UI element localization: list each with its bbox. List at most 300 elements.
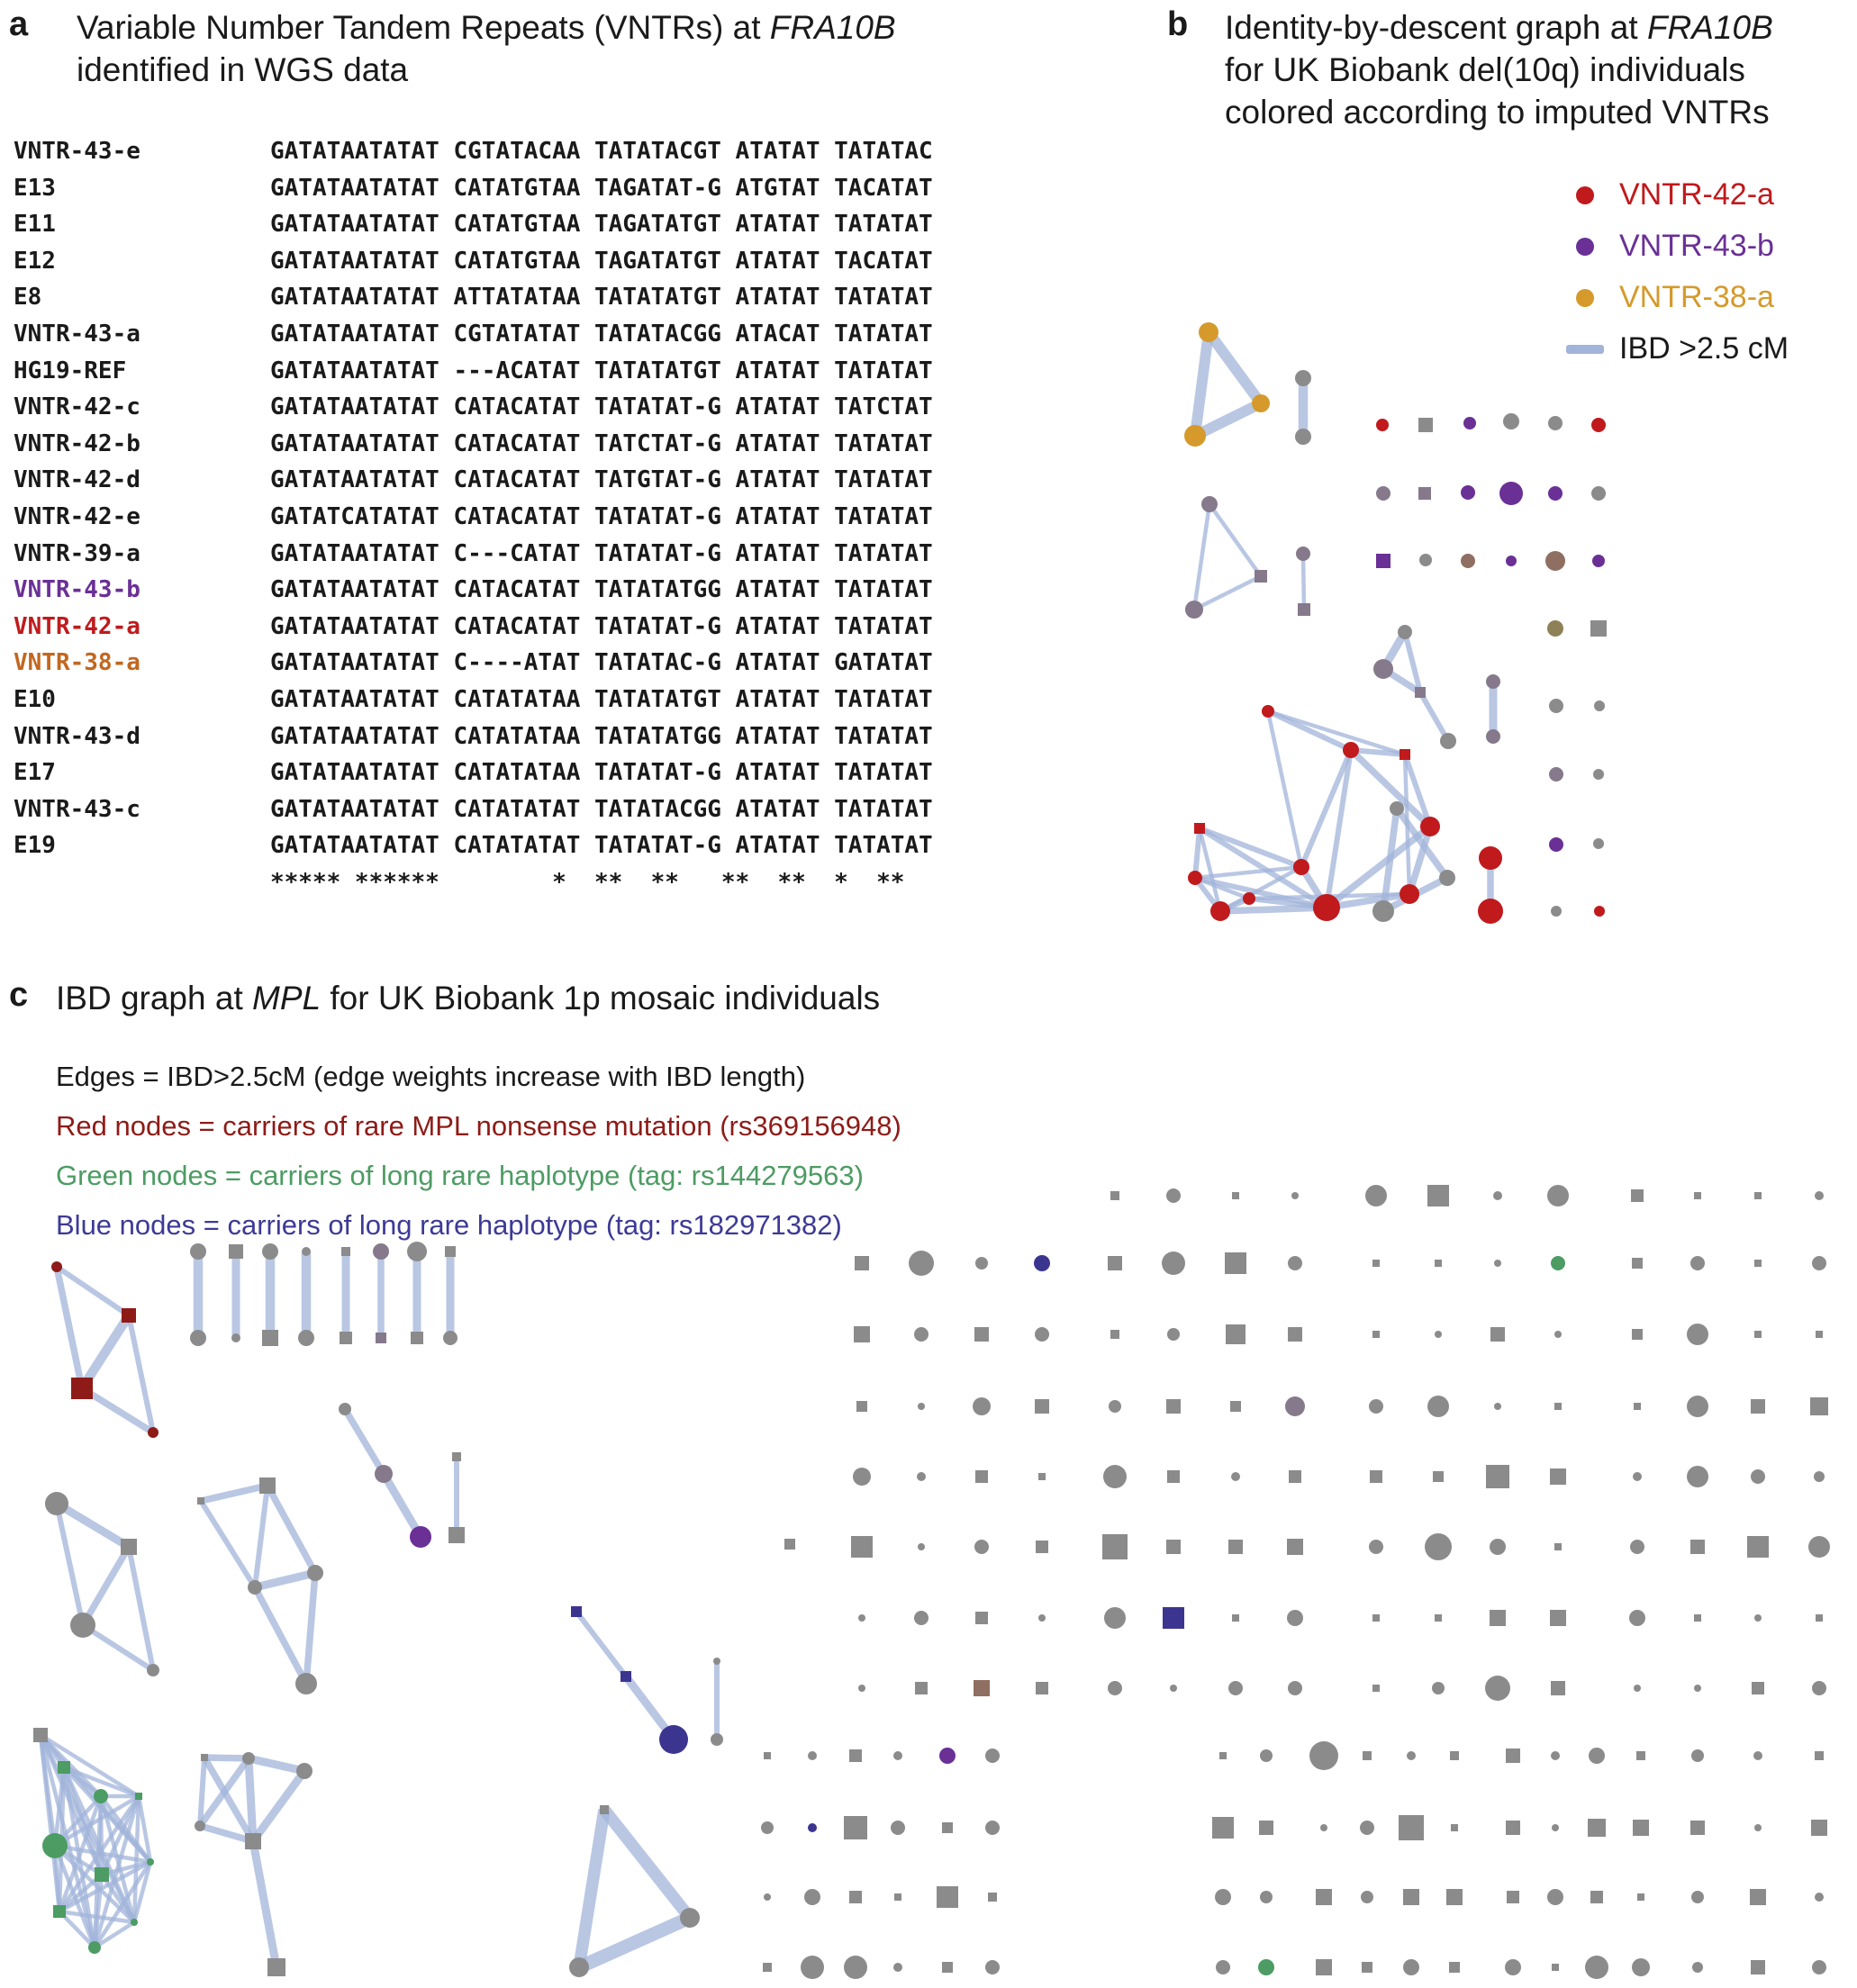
graph-node bbox=[1102, 1534, 1128, 1559]
graph-node bbox=[1243, 892, 1255, 905]
graph-node bbox=[804, 1889, 820, 1905]
graph-node bbox=[1258, 1959, 1274, 1975]
graph-node bbox=[1506, 556, 1517, 566]
sequence-text: GATATAATATAT CATACATAT TATATAT-G ATATAT TATCTAT bbox=[270, 393, 933, 421]
graph-node bbox=[1690, 1821, 1705, 1835]
legend-label: VNTR-43-b bbox=[1619, 229, 1774, 263]
graph-node bbox=[1594, 700, 1605, 711]
graph-node bbox=[190, 1243, 206, 1260]
graph-node bbox=[1493, 1191, 1502, 1200]
graph-node bbox=[1551, 1751, 1560, 1760]
graph-node bbox=[1754, 1260, 1762, 1267]
sequence-text: GATATAATATAT CATATATAA TATATATGT ATATAT TATATAT bbox=[270, 685, 933, 713]
graph-node bbox=[973, 1397, 991, 1415]
graph-node bbox=[1376, 419, 1389, 431]
graph-node bbox=[58, 1761, 70, 1774]
consensus-asterisks: ***** ****** * ** ** ** ** * ** bbox=[270, 868, 919, 896]
graph-node bbox=[1435, 1331, 1442, 1338]
graph-node bbox=[51, 1261, 62, 1272]
panel-a-letter: a bbox=[9, 5, 29, 43]
graph-node bbox=[1585, 1956, 1608, 1979]
graph-node bbox=[1104, 1607, 1126, 1629]
graph-node bbox=[1108, 1256, 1122, 1270]
sequence-alignment bbox=[14, 133, 933, 900]
graph-node bbox=[1320, 1824, 1327, 1831]
sequence-text: GATATAATATAT CATATATAA TATATAT-G ATATAT TATATAT bbox=[270, 759, 933, 787]
graph-node bbox=[33, 1728, 48, 1742]
alignment-row bbox=[14, 243, 933, 280]
graph-node bbox=[339, 1403, 351, 1415]
graph-node bbox=[1486, 729, 1500, 744]
graph-node bbox=[1550, 1610, 1566, 1626]
graph-node bbox=[1403, 1959, 1419, 1975]
graph-node bbox=[1590, 620, 1607, 637]
graph-node bbox=[1407, 1751, 1416, 1760]
graph-node bbox=[1262, 705, 1274, 718]
graph-node bbox=[915, 1682, 928, 1694]
graph-edge bbox=[1268, 711, 1405, 755]
graph-node bbox=[1372, 1260, 1380, 1267]
sequence-label: VNTR-43-d bbox=[14, 722, 140, 750]
graph-node bbox=[452, 1452, 461, 1461]
sequence-label: VNTR-43-c bbox=[14, 795, 140, 823]
graph-node bbox=[1184, 425, 1206, 447]
graph-node bbox=[894, 1893, 901, 1901]
graph-node bbox=[1210, 901, 1230, 921]
graph-node bbox=[53, 1905, 66, 1918]
graph-node bbox=[918, 1543, 925, 1550]
graph-node bbox=[937, 1886, 958, 1908]
panel-b-graph bbox=[1162, 297, 1857, 945]
graph-node bbox=[1506, 1749, 1520, 1763]
graph-node bbox=[1435, 1614, 1442, 1622]
graph-node bbox=[1485, 1676, 1510, 1701]
graph-node bbox=[1687, 1324, 1708, 1345]
graph-node bbox=[411, 1332, 423, 1344]
graph-node bbox=[1687, 1396, 1708, 1417]
graph-node bbox=[1034, 1255, 1050, 1271]
graph-node bbox=[1291, 1192, 1299, 1199]
legend-line: Edges = IBD>2.5cM (edge weights increase with IBD length) bbox=[56, 1061, 806, 1092]
graph-node bbox=[856, 1401, 867, 1412]
graph-edge bbox=[1303, 554, 1304, 610]
graph-edge bbox=[249, 1758, 304, 1771]
graph-node bbox=[1372, 1614, 1380, 1622]
legend-line: Blue nodes = carriers of long rare haplotype (tag: rs182971382) bbox=[56, 1209, 842, 1241]
graph-node bbox=[1287, 1610, 1303, 1626]
graph-node bbox=[443, 1331, 457, 1345]
graph-node bbox=[1427, 1185, 1449, 1206]
graph-node bbox=[1228, 1540, 1243, 1554]
graph-node bbox=[340, 1332, 352, 1344]
sequence-label: VNTR-42-a bbox=[14, 612, 140, 640]
panel-c-title-post: for UK Biobank 1p mosaic individuals bbox=[321, 980, 881, 1017]
panel-a-title bbox=[77, 7, 959, 92]
graph-node bbox=[1361, 1891, 1373, 1903]
graph-node bbox=[1427, 1396, 1449, 1417]
graph-node bbox=[1629, 1610, 1645, 1626]
graph-edge bbox=[306, 1573, 315, 1684]
graph-node bbox=[1216, 1960, 1230, 1974]
graph-node bbox=[1751, 1469, 1765, 1484]
graph-node bbox=[1547, 1889, 1563, 1905]
graph-node bbox=[1633, 1472, 1642, 1481]
graph-node bbox=[974, 1680, 990, 1696]
panel-c-letter: c bbox=[9, 976, 29, 1014]
graph-node bbox=[1551, 1681, 1565, 1695]
graph-node bbox=[808, 1751, 817, 1760]
graph-node bbox=[1419, 554, 1432, 566]
legend-item bbox=[1558, 169, 1855, 221]
graph-node bbox=[302, 1247, 311, 1256]
graph-edge bbox=[255, 1573, 315, 1587]
graph-node bbox=[1372, 900, 1394, 922]
graph-edge bbox=[82, 1315, 129, 1388]
graph-node bbox=[1589, 1748, 1605, 1764]
graph-node bbox=[1420, 817, 1440, 836]
graph-node bbox=[784, 1539, 795, 1550]
graph-node bbox=[1316, 1889, 1332, 1905]
graph-node bbox=[1632, 1958, 1650, 1976]
graph-node bbox=[917, 1472, 926, 1481]
legend-label: VNTR-42-a bbox=[1619, 177, 1774, 212]
graph-node bbox=[195, 1821, 205, 1831]
graph-node bbox=[942, 1962, 953, 1973]
graph-edge bbox=[249, 1758, 253, 1841]
graph-node bbox=[1549, 767, 1563, 782]
graph-node bbox=[1313, 894, 1340, 921]
graph-node bbox=[1360, 1821, 1374, 1835]
graph-node bbox=[1549, 837, 1563, 852]
graph-node bbox=[1226, 1324, 1246, 1344]
graph-node bbox=[1554, 1403, 1562, 1410]
graph-node bbox=[1490, 1539, 1506, 1555]
alignment-row bbox=[14, 133, 933, 170]
alignment-row bbox=[14, 682, 933, 718]
graph-edge bbox=[253, 1771, 304, 1841]
graph-node bbox=[1754, 1614, 1762, 1622]
graph-node bbox=[1591, 486, 1606, 501]
graph-node bbox=[939, 1748, 956, 1764]
graph-node bbox=[1634, 1685, 1641, 1692]
sequence-text: GATATAATATAT C---CATAT TATATAT-G ATATAT TATATAT bbox=[270, 539, 933, 567]
graph-edge bbox=[579, 1918, 690, 1967]
graph-node bbox=[1588, 1819, 1606, 1837]
graph-node bbox=[1288, 1681, 1302, 1695]
graph-node bbox=[1551, 906, 1562, 917]
sequence-label: VNTR-42-b bbox=[14, 429, 140, 457]
graph-node bbox=[1450, 1751, 1459, 1760]
graph-node bbox=[1694, 1192, 1701, 1199]
graph-node bbox=[1228, 1681, 1243, 1695]
graph-node bbox=[94, 1789, 108, 1803]
panel-b-title-line3: colored according to imputed VNTRs bbox=[1225, 93, 1770, 131]
sequence-text: GATATAATATAT CATATGTAA TAGATATGT ATATAT TACATAT bbox=[270, 247, 933, 275]
graph-node bbox=[1194, 823, 1205, 834]
graph-node bbox=[621, 1671, 631, 1682]
graph-node bbox=[1403, 1889, 1419, 1905]
graph-node bbox=[1287, 1539, 1303, 1555]
graph-node bbox=[1418, 487, 1431, 500]
graph-edge bbox=[255, 1486, 267, 1587]
graph-node bbox=[1285, 1396, 1305, 1416]
graph-node bbox=[295, 1673, 317, 1694]
graph-node bbox=[1634, 1403, 1641, 1410]
graph-node bbox=[341, 1247, 350, 1256]
panel-b-title-text: Identity-by-descent graph at bbox=[1225, 9, 1647, 46]
graph-node bbox=[1219, 1752, 1227, 1759]
graph-node bbox=[1637, 1893, 1644, 1901]
graph-node bbox=[985, 1821, 1000, 1835]
graph-node bbox=[844, 1956, 867, 1979]
sequence-text: GATATAATATAT CATACATAT TATATAT-G ATATAT TATATAT bbox=[270, 612, 933, 640]
graph-edge bbox=[83, 1547, 129, 1625]
graph-node bbox=[1435, 1260, 1442, 1267]
alignment-row bbox=[14, 536, 933, 573]
sequence-text: GATATAATATAT CATACATAT TATGTAT-G ATATAT TATATAT bbox=[270, 466, 933, 494]
graph-node bbox=[1547, 1185, 1569, 1206]
panel-c-title bbox=[56, 978, 1317, 1020]
sequence-text: GATATAATATAT CATACATAT TATCTAT-G ATATAT TATATAT bbox=[270, 429, 933, 457]
graph-node bbox=[1038, 1473, 1046, 1480]
graph-node bbox=[761, 1821, 774, 1834]
graph-node bbox=[858, 1614, 865, 1622]
graph-node bbox=[1259, 1821, 1273, 1835]
graph-node bbox=[1549, 699, 1563, 713]
graph-node bbox=[95, 1867, 109, 1882]
graph-node bbox=[855, 1256, 869, 1270]
graph-node bbox=[1815, 1893, 1824, 1902]
graph-node bbox=[71, 1378, 93, 1399]
graph-node bbox=[1440, 733, 1456, 749]
graph-node bbox=[190, 1330, 206, 1346]
graph-node bbox=[1554, 1331, 1562, 1338]
graph-node bbox=[1550, 1468, 1566, 1485]
graph-node bbox=[1499, 482, 1523, 505]
graph-node bbox=[1816, 1331, 1823, 1338]
graph-node bbox=[1815, 1191, 1824, 1200]
graph-node bbox=[448, 1527, 465, 1543]
graph-node bbox=[1632, 1329, 1643, 1340]
sequence-text: GATATAATATAT CATACATAT TATATATGG ATATAT TATATAT bbox=[270, 576, 933, 604]
graph-edge bbox=[129, 1315, 153, 1432]
graph-node bbox=[1369, 1399, 1383, 1414]
graph-node bbox=[1390, 801, 1404, 816]
panel-b-title-gene: FRA10B bbox=[1646, 9, 1773, 46]
graph-node bbox=[1185, 601, 1203, 619]
sequence-label: E12 bbox=[14, 247, 56, 275]
graph-node bbox=[1503, 413, 1519, 429]
sequence-label: VNTR-42-c bbox=[14, 393, 140, 421]
graph-node bbox=[1316, 1959, 1332, 1975]
graph-node bbox=[373, 1243, 389, 1260]
graph-node bbox=[1691, 1891, 1704, 1903]
graph-node bbox=[242, 1752, 255, 1765]
graph-node bbox=[1479, 846, 1502, 870]
graph-node bbox=[131, 1919, 138, 1926]
graph-node bbox=[914, 1611, 928, 1625]
legend-label: VNTR-38-a bbox=[1619, 280, 1774, 314]
alignment-row bbox=[14, 755, 933, 791]
panel-b-title bbox=[1225, 7, 1846, 134]
sequence-text: GATATAATATAT CGTATATAT TATATACGG ATACAT TATATAT bbox=[270, 320, 933, 348]
graph-node bbox=[680, 1908, 700, 1928]
graph-node bbox=[1486, 1465, 1509, 1488]
alignment-row bbox=[14, 791, 933, 828]
graph-node bbox=[1110, 1330, 1119, 1339]
graph-node bbox=[1343, 742, 1359, 758]
graph-node bbox=[985, 1749, 1000, 1763]
graph-node bbox=[245, 1833, 261, 1849]
graph-node bbox=[1225, 1252, 1246, 1274]
alignment-row bbox=[14, 316, 933, 353]
sequence-label: VNTR-42-d bbox=[14, 466, 140, 494]
graph-node bbox=[148, 1427, 159, 1438]
graph-node bbox=[1373, 659, 1393, 679]
graph-node bbox=[1747, 1536, 1769, 1558]
graph-node bbox=[1810, 1397, 1828, 1415]
graph-node bbox=[1103, 1465, 1127, 1488]
graph-node bbox=[197, 1497, 204, 1505]
graph-node bbox=[1252, 394, 1270, 412]
graph-node bbox=[1754, 1192, 1762, 1199]
consensus-row bbox=[14, 864, 933, 901]
graph-node bbox=[1109, 1400, 1121, 1413]
graph-edge bbox=[1195, 828, 1200, 878]
graph-node bbox=[1593, 838, 1604, 849]
graph-node bbox=[298, 1330, 314, 1346]
graph-node bbox=[844, 1816, 867, 1839]
graph-node bbox=[1505, 1959, 1521, 1975]
panel-a-title-line2: identified in WGS data bbox=[77, 50, 409, 88]
graph-node bbox=[975, 1470, 988, 1483]
graph-node bbox=[1309, 1741, 1338, 1770]
graph-node bbox=[1691, 1749, 1704, 1762]
graph-node bbox=[808, 1823, 817, 1832]
graph-node bbox=[1188, 871, 1202, 885]
graph-node bbox=[407, 1242, 427, 1261]
graph-node bbox=[1432, 1682, 1445, 1694]
graph-node bbox=[711, 1733, 723, 1746]
graph-node bbox=[231, 1333, 240, 1342]
graph-node bbox=[1167, 1328, 1180, 1341]
graph-node bbox=[1425, 1533, 1452, 1560]
graph-node bbox=[801, 1956, 824, 1979]
graph-node bbox=[122, 1308, 136, 1323]
graph-node bbox=[1363, 1751, 1372, 1760]
graph-node bbox=[1376, 486, 1390, 501]
graph-node bbox=[1478, 899, 1503, 924]
panel-c-title-pre: IBD graph at bbox=[56, 980, 253, 1017]
graph-edge bbox=[201, 1486, 267, 1501]
graph-node bbox=[1750, 1889, 1766, 1905]
graph-edge bbox=[57, 1504, 83, 1625]
graph-node bbox=[1365, 1185, 1387, 1206]
sequence-label: E13 bbox=[14, 174, 56, 202]
graph-node bbox=[1461, 554, 1475, 568]
graph-node bbox=[1298, 603, 1310, 616]
sequence-text: GATATAATATAT CGTATACAA TATATACGT ATATAT TATATAC bbox=[270, 138, 933, 165]
graph-node bbox=[1400, 884, 1419, 904]
graph-node bbox=[1433, 1471, 1444, 1482]
graph-node bbox=[1815, 1751, 1824, 1760]
graph-node bbox=[1108, 1681, 1122, 1695]
graph-node bbox=[849, 1891, 862, 1903]
graph-node bbox=[1552, 1824, 1559, 1831]
sequence-text: GATATAATATAT CATATGTAA TAGATATGT ATATAT TATATAT bbox=[270, 211, 933, 239]
graph-node bbox=[763, 1963, 772, 1972]
graph-node bbox=[918, 1403, 925, 1410]
sequence-label: E10 bbox=[14, 685, 56, 713]
alignment-row bbox=[14, 499, 933, 536]
graph-node bbox=[1376, 554, 1390, 568]
graph-node bbox=[307, 1565, 323, 1581]
graph-node bbox=[1636, 1751, 1645, 1760]
legend-item bbox=[1558, 221, 1855, 272]
graph-node bbox=[1694, 1614, 1701, 1622]
graph-node bbox=[1507, 1891, 1519, 1903]
graph-node bbox=[45, 1492, 68, 1515]
graph-node bbox=[1232, 1614, 1239, 1622]
graph-node bbox=[974, 1327, 989, 1342]
graph-node bbox=[1751, 1399, 1765, 1414]
graph-edge bbox=[201, 1501, 255, 1587]
panel-a-title-text: Variable Number Tandem Repeats (VNTRs) at bbox=[77, 9, 770, 46]
graph-node bbox=[147, 1858, 154, 1866]
graph-node bbox=[1212, 1817, 1234, 1839]
graph-node bbox=[1370, 1470, 1382, 1483]
graph-node bbox=[858, 1685, 865, 1692]
alignment-row bbox=[14, 426, 933, 463]
graph-node bbox=[1036, 1682, 1048, 1694]
alignment-row bbox=[14, 645, 933, 682]
graph-node bbox=[1594, 906, 1605, 917]
graph-node bbox=[1295, 429, 1311, 445]
graph-node bbox=[1170, 1685, 1177, 1692]
graph-node bbox=[1230, 1401, 1241, 1412]
graph-node bbox=[267, 1958, 285, 1976]
graph-node bbox=[1591, 418, 1606, 432]
graph-node bbox=[1812, 1960, 1826, 1974]
legend-label: IBD >2.5 cM bbox=[1619, 331, 1789, 366]
graph-node bbox=[600, 1805, 609, 1814]
graph-node bbox=[1751, 1960, 1765, 1974]
alignment-row bbox=[14, 827, 933, 864]
graph-node bbox=[1816, 1614, 1823, 1622]
alignment-row bbox=[14, 170, 933, 207]
graph-node bbox=[1260, 1891, 1273, 1903]
graph-edge bbox=[1268, 711, 1301, 867]
graph-node bbox=[974, 1540, 989, 1554]
graph-node bbox=[571, 1606, 582, 1617]
sequence-text: GATATAATATAT CATATATAT TATATAT-G ATATAT TATATAT bbox=[270, 832, 933, 860]
legend-dot-icon bbox=[1576, 238, 1594, 256]
graph-edge bbox=[1195, 403, 1261, 436]
graph-node bbox=[259, 1477, 276, 1494]
graph-node bbox=[1811, 1820, 1827, 1836]
graph-node bbox=[1398, 625, 1412, 639]
sequence-label: VNTR-42-e bbox=[14, 502, 140, 530]
graph-node bbox=[849, 1749, 862, 1762]
graph-node bbox=[1232, 1192, 1239, 1199]
graph-node bbox=[851, 1536, 873, 1558]
graph-node bbox=[1592, 555, 1605, 567]
graph-node bbox=[659, 1725, 688, 1754]
alignment-row bbox=[14, 206, 933, 243]
graph-node bbox=[1752, 1682, 1764, 1694]
graph-node bbox=[1201, 496, 1218, 512]
graph-node bbox=[1494, 1260, 1501, 1267]
